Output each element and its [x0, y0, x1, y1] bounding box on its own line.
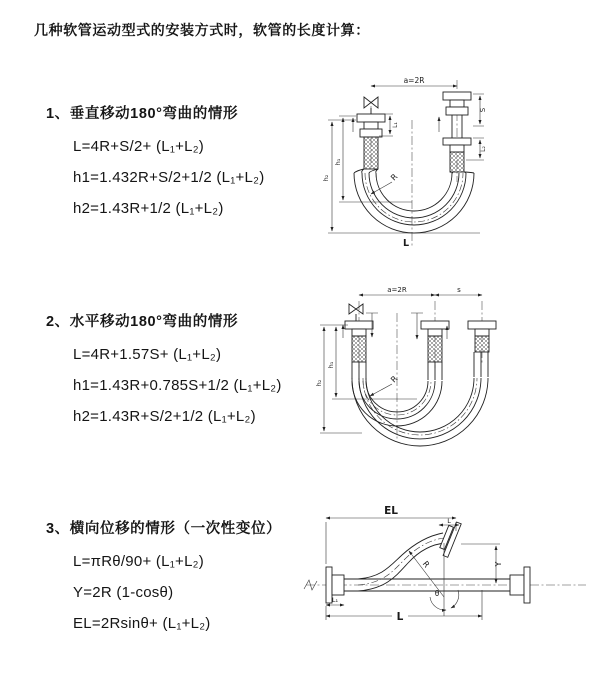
section-2 — [46, 310, 282, 432]
right-flange-original — [510, 567, 530, 603]
middle-pipe-fitting — [421, 321, 449, 362]
left-pipe-fitting — [357, 114, 385, 169]
shifted-pipe-fitting — [468, 321, 496, 352]
extension-line — [320, 325, 417, 433]
diagram-vertical-180-bend — [312, 70, 590, 260]
formula-line: Y=2R (1-cosθ) — [73, 584, 174, 601]
dimension-label-h1: h₁ — [327, 361, 335, 369]
dimension-label-l2: L₂ — [480, 146, 487, 152]
valve-icon — [349, 304, 363, 321]
length-label: L — [402, 238, 410, 249]
section-1-heading: 1、垂直移动180°弯曲的情形 — [46, 106, 239, 122]
length-label: L — [396, 611, 404, 623]
formula-line: L=4R+1.57S+ (L₁+L₂) — [73, 346, 222, 363]
section-3 — [46, 517, 281, 639]
dimension-label-a2r: a=2R — [387, 286, 407, 294]
section-1 — [46, 102, 264, 224]
formula-line: L=4R+S/2+ (L₁+L₂) — [73, 138, 205, 155]
dimension-label-h2: h₂ — [322, 174, 330, 182]
braid-section — [364, 137, 378, 169]
extension-line — [326, 522, 456, 564]
break-symbol — [304, 580, 317, 590]
diagram-lateral-displacement — [296, 498, 596, 658]
section-2-heading: 2、水平移动180°弯曲的情形 — [46, 314, 239, 330]
angle-arc — [430, 597, 446, 610]
section-3-formulas — [73, 546, 281, 639]
dimension-label-l2: L — [447, 517, 451, 525]
left-pipe-fitting — [345, 321, 373, 362]
dimension-label-el: EL — [384, 505, 398, 517]
diagram-horizontal-180-bend — [312, 283, 590, 458]
dimension-label-a2r: a=2R — [403, 76, 425, 85]
radius-label: R — [389, 374, 400, 385]
dimension-label-s: S — [479, 107, 487, 113]
centerline — [371, 80, 457, 248]
dimension-label-l1: L₁ — [331, 596, 339, 604]
dimension-label-h1: h₁ — [334, 158, 342, 166]
formula-line: EL=2Rsinθ+ (L₁+L₂) — [73, 615, 211, 632]
angle-label: θ — [434, 589, 440, 598]
valve-icon — [364, 97, 378, 114]
formula-line: h2=1.43R+S/2+1/2 (L₁+L₂) — [73, 408, 256, 425]
section-2-formulas — [73, 339, 282, 432]
dimension-label-shift: s — [457, 286, 461, 294]
dimension-label-l1: L₁ — [392, 122, 399, 128]
formula-line: h1=1.43R+0.785S+1/2 (L₁+L₂) — [73, 377, 282, 394]
dimension-label-h2: h₂ — [315, 379, 323, 387]
formula-line: h1=1.432R+S/2+1/2 (L₁+L₂) — [73, 169, 265, 186]
section-1-formulas — [73, 131, 264, 224]
formula-line: h2=1.43R+1/2 (L₁+L₂) — [73, 200, 224, 217]
hose-u-bend — [354, 169, 474, 233]
radius-leader-line — [370, 384, 392, 396]
formula-line: L=πRθ/90+ (L₁+L₂) — [73, 553, 204, 570]
angle-arc — [451, 590, 459, 608]
dimension-label-y: Y — [494, 561, 503, 567]
braid-section — [450, 152, 464, 172]
radius-label: R — [420, 559, 432, 570]
radius-label: R — [389, 172, 400, 183]
page-title: 几种软管运动型式的安装方式时，软管的长度计算： — [34, 22, 370, 38]
section-3-heading: 3、横向位移的情形（一次性变位） — [46, 521, 282, 537]
